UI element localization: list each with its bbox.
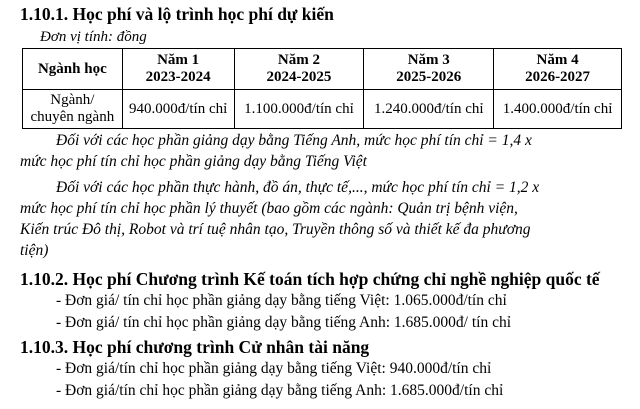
table-row (23, 90, 622, 129)
note-line: Đối với các học phần thực hành, đồ án, thực tế,..., mức học phí tín chỉ = 1,2 x (56, 179, 540, 196)
row-label-line: Ngành/ (50, 92, 95, 108)
header-year-3 (364, 49, 494, 90)
header-year-2 (234, 49, 364, 90)
fee-cell-year-1: 940.000đ/tín chỉ (122, 90, 234, 129)
list-item: - Đơn giá/tín chỉ học phần giảng dạy bằng tiếng Việt: 940.000đ/tín chỉ (56, 360, 492, 377)
section-heading-1-10-3: 1.10.3. Học phí chương trình Cử nhân tài năng (20, 337, 370, 357)
note-line: Kiến trúc Đô thị, Robot và trí tuệ nhân tạo, Truyền thông số và thiết kế đa phương (20, 221, 531, 238)
unit-note: Đơn vị tính: đồng (40, 29, 147, 45)
table-header-row (23, 49, 622, 90)
section-heading-1-10-2: 1.10.2. Học phí Chương trình Kế toán tích hợp chứng chỉ nghề nghiệp quốc tế (20, 269, 600, 289)
fee-cell-year-3: 1.240.000đ/tín chỉ (364, 90, 494, 129)
header-year-label: Năm 1 (157, 52, 200, 68)
list-item: - Đơn giá/tín chỉ học phần giảng dạy bằng tiếng Anh: 1.685.000đ/tín chỉ (56, 382, 504, 399)
header-year-label: Năm 4 (536, 52, 579, 68)
row-label-line: chuyên ngành (30, 109, 115, 125)
header-major-label: Ngành học (37, 60, 107, 77)
list-item: - Đơn giá/ tín chỉ học phần giảng dạy bằng tiếng Anh: 1.685.000đ/ tín chỉ (56, 314, 512, 331)
header-year-range: 2024-2025 (266, 69, 332, 85)
header-year-range: 2025-2026 (396, 69, 462, 85)
note-line: mức học phí tín chỉ học phần lý thuyết (bao gồm các ngành: Quản trị bệnh viện, (20, 200, 518, 217)
header-year-label: Năm 3 (407, 52, 450, 68)
note-english-courses (20, 130, 624, 172)
section-heading-1-10-1: 1.10.1. Học phí và lộ trình học phí dự kiến (20, 4, 334, 24)
list-item: - Đơn giá/ tín chỉ học phần giảng dạy bằng tiếng Việt: 1.065.000đ/tín chỉ (56, 292, 507, 309)
fee-cell-year-4: 1.400.000đ/tín chỉ (494, 90, 622, 129)
note-practice-courses (20, 177, 624, 261)
note-line: mức học phí tín chỉ học phần giảng dạy bằng Tiếng Việt (20, 153, 367, 170)
header-year-1 (122, 49, 234, 90)
header-year-range: 2023-2024 (145, 69, 211, 85)
fee-cell-year-2: 1.100.000đ/tín chỉ (234, 90, 364, 129)
header-year-4 (494, 49, 622, 90)
header-major (23, 49, 123, 90)
header-year-range: 2026-2027 (525, 69, 591, 85)
row-label (23, 90, 123, 129)
tuition-table (22, 48, 622, 129)
header-year-label: Năm 2 (277, 52, 320, 68)
note-line: Đối với các học phần giảng dạy bằng Tiếng Anh, mức học phí tín chỉ = 1,4 x (56, 132, 532, 149)
note-line: tiện) (20, 242, 49, 259)
